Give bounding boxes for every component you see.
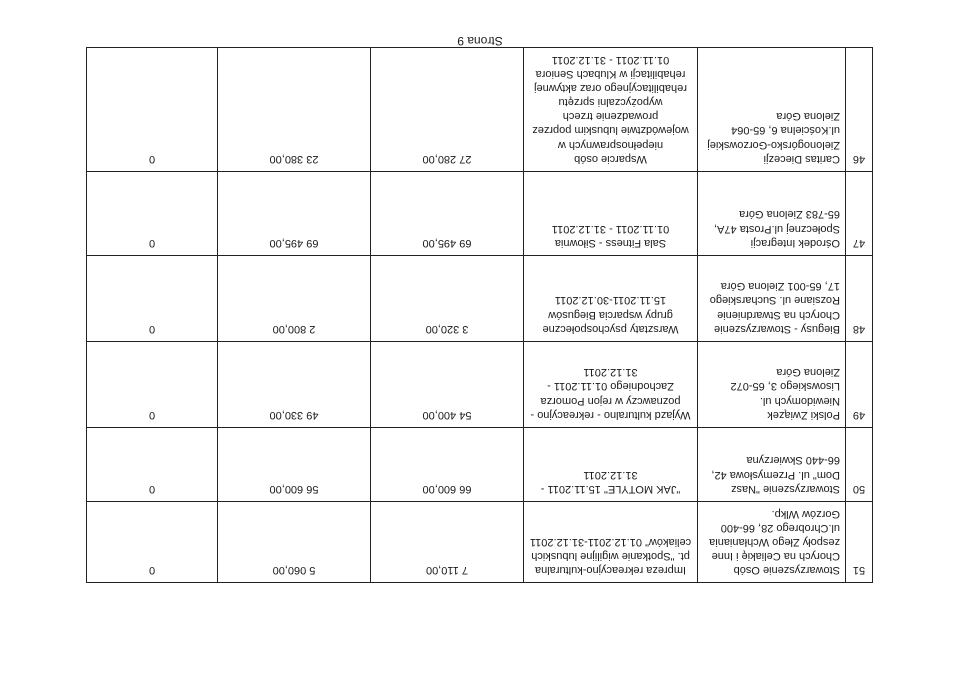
amount-granted-cell: 5 060,00 — [218, 501, 371, 582]
amount-granted-cell: 49 330,00 — [218, 341, 371, 427]
table-row — [87, 427, 873, 501]
table-row — [87, 501, 873, 582]
table-row — [87, 47, 873, 171]
table-row — [87, 341, 873, 427]
amount-other-cell: 0 — [87, 171, 218, 255]
task-cell: "JAK MOTYLE" 15.11.2011 - 31.12.2011 — [524, 427, 698, 501]
task-cell: Sala Fitness - Siłownia 01.11.2011 - 31.12.2011 — [524, 171, 698, 255]
amount-requested-cell: 3 320,00 — [371, 255, 524, 341]
amount-granted-cell: 2 800,00 — [218, 255, 371, 341]
organization-cell: Biegusy - Stowarzyszenie Chorych na Stwardnienie Rozsiane ul. Sucharskiego 17, 65-001 Zielona Góra — [698, 255, 846, 341]
amount-requested-cell: 54 400,00 — [371, 341, 524, 427]
amount-other-cell: 0 — [87, 341, 218, 427]
amount-other-cell: 0 — [87, 47, 218, 171]
amount-other-cell: 0 — [87, 255, 218, 341]
task-cell: Impreza rekreacyjno-kulturalna pt. "Spotkanie wigilijne lubuskich celiaków" 01.12.2011-31.12.2011 — [524, 501, 698, 582]
table-row — [87, 171, 873, 255]
task-cell: Warsztaty psychospołeczne grupy wsparcia Biegusów 15.11.2011-30.12.2011 — [524, 255, 698, 341]
row-number: 51 — [846, 501, 873, 582]
amount-requested-cell: 7 110,00 — [371, 501, 524, 582]
amount-requested-cell: 66 600,00 — [371, 427, 524, 501]
task-cell: Wyjazd kulturalno - rekreacyjno - poznawczy w rejon Pomorza Zachodniego 01.11.2011 - 31.12.2011 — [524, 341, 698, 427]
amount-other-cell: 0 — [87, 501, 218, 582]
row-number: 47 — [846, 171, 873, 255]
amount-granted-cell: 56 600,00 — [218, 427, 371, 501]
amount-requested-cell: 27 280,00 — [371, 47, 524, 171]
organization-cell: Stowarzyszenie "Nasz Dom" ul. Przemysłowa 42, 66-440 Skwierzyna — [698, 427, 846, 501]
task-cell: Wsparcie osób niepełnosprawnych w województwie lubuskim poprzez prowadzenie trzech wypożyczalni sprzętu rehabilitacyjnego oraz aktywnej rehabilitacji w Klubach Seniora 01.11.2011 - 31.12.2011 — [524, 47, 698, 171]
organization-cell: Caritas Diecezji Zielonogórsko-Gorzowskiej ul.Kościelna 6, 65-064 Zielona Góra — [698, 47, 846, 171]
row-number: 50 — [846, 427, 873, 501]
amount-other-cell: 0 — [87, 427, 218, 501]
organization-cell: Stowarzyszenie Osób Chorych na Celiakię i Inne zespoły Złego Wchłaniania ul.Chrobrego 28, 66-400 Gorzów Wlkp. — [698, 501, 846, 582]
table-row — [87, 255, 873, 341]
row-number: 46 — [846, 47, 873, 171]
row-number: 49 — [846, 341, 873, 427]
amount-granted-cell: 69 495,00 — [218, 171, 371, 255]
amount-granted-cell: 23 380,00 — [218, 47, 371, 171]
organization-cell: Polski Związek Niewidomych ul. Lisowskiego 3, 65-072 Zielona Góra — [698, 341, 846, 427]
row-number: 48 — [846, 255, 873, 341]
page-number: Strona 9 — [457, 34, 503, 48]
organization-cell: Ośrodek Integracji Społecznej ul.Prosta 47A, 65-783 Zielona Góra — [698, 171, 846, 255]
amount-requested-cell: 69 495,00 — [371, 171, 524, 255]
grants-table — [86, 47, 873, 583]
